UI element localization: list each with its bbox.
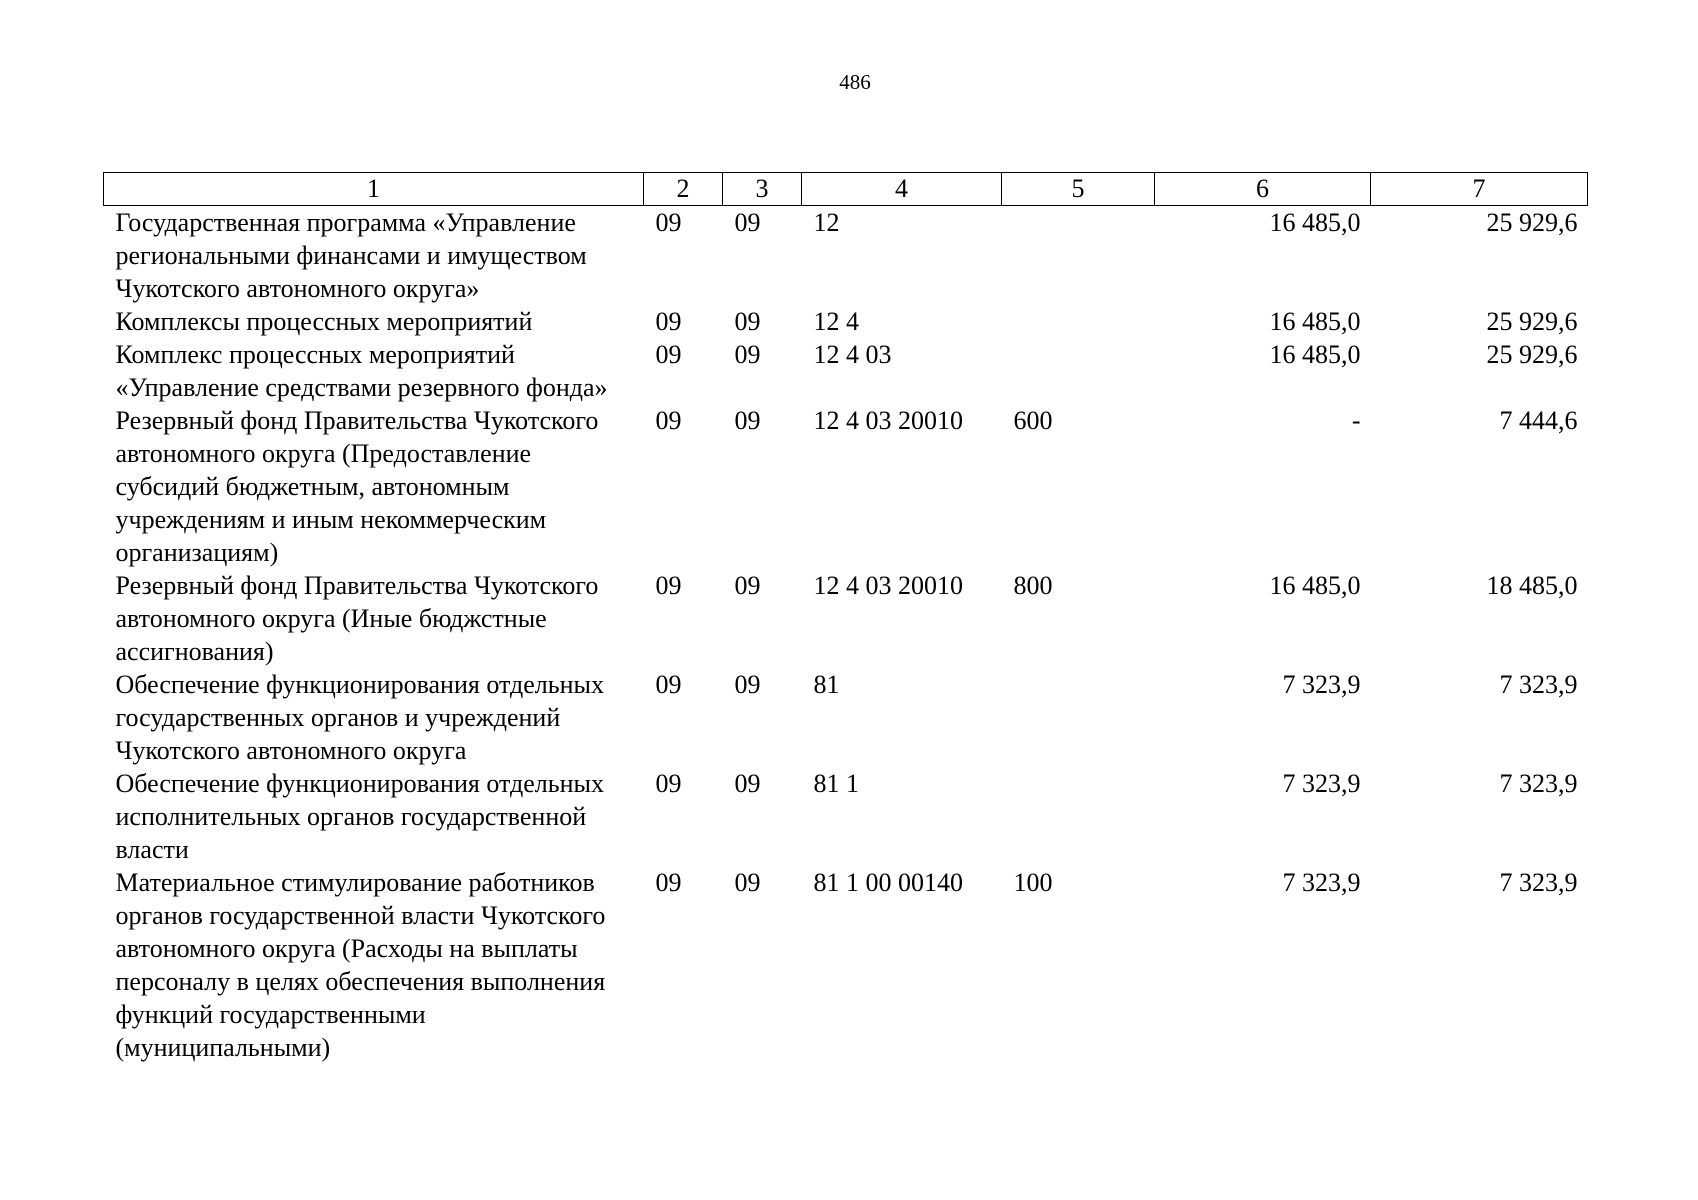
amount-column-7: 7 323,9	[1499, 670, 1578, 699]
amount-column-6: 7 323,9	[1282, 670, 1361, 699]
row-name: Комплексы процессных мероприятий	[115, 307, 533, 336]
table-row	[104, 404, 1588, 569]
target-article-code: 81	[813, 670, 840, 699]
row-name: Обеспечение функционирования отдельных исполнительных органов государственной власти	[115, 769, 605, 864]
target-article-code: 12	[813, 208, 840, 237]
table-row	[104, 305, 1588, 338]
expense-type-code	[1002, 305, 1155, 338]
row-name: Обеспечение функционирования отдельных государственных органов и учреждений Чукотского автономного округа	[115, 670, 605, 765]
header-row	[104, 173, 1588, 206]
column-header-1: 1	[104, 173, 644, 206]
table-row	[104, 767, 1588, 866]
budget-table	[103, 172, 1588, 1064]
column-header-3: 3	[723, 173, 802, 206]
amount-column-7: 25 929,6	[1486, 208, 1578, 237]
amount-column-6: 16 485,0	[1269, 208, 1361, 237]
row-name: Резервный фонд Правительства Чукотского автономного округа (Иные бюджстные ассигнования)	[115, 571, 599, 666]
section-code: 09	[655, 406, 682, 435]
target-article-code: 12 4 03	[813, 340, 892, 369]
target-article-code: 81 1	[813, 769, 859, 798]
subsection-code: 09	[734, 670, 761, 699]
column-header-7: 7	[1371, 173, 1588, 206]
target-article-code: 12 4	[813, 307, 859, 336]
expense-type-code	[1002, 206, 1155, 306]
expense-type-code: 600	[1013, 406, 1053, 435]
column-header-4: 4	[802, 173, 1002, 206]
section-code: 09	[655, 571, 682, 600]
expense-type-code	[1002, 767, 1155, 866]
section-code: 09	[655, 340, 682, 369]
table-row	[104, 866, 1588, 1064]
amount-column-7: 7 444,6	[1499, 406, 1578, 435]
expense-type-code: 800	[1013, 571, 1053, 600]
target-article-code: 12 4 03 20010	[813, 571, 963, 600]
section-code: 09	[655, 868, 682, 897]
amount-column-6: 7 323,9	[1282, 868, 1361, 897]
amount-column-6: -	[1351, 406, 1361, 435]
amount-column-7: 7 323,9	[1499, 868, 1578, 897]
target-article-code: 81 1 00 00140	[813, 868, 963, 897]
subsection-code: 09	[734, 571, 761, 600]
column-header-5: 5	[1002, 173, 1155, 206]
subsection-code: 09	[734, 868, 761, 897]
column-header-6: 6	[1155, 173, 1371, 206]
expense-type-code	[1002, 338, 1155, 404]
column-header-2: 2	[644, 173, 723, 206]
section-code: 09	[655, 208, 682, 237]
expense-type-code: 100	[1013, 868, 1053, 897]
subsection-code: 09	[734, 307, 761, 336]
amount-column-7: 25 929,6	[1486, 340, 1578, 369]
amount-column-7: 7 323,9	[1499, 769, 1578, 798]
subsection-code: 09	[734, 769, 761, 798]
amount-column-6: 7 323,9	[1282, 769, 1361, 798]
table-body	[104, 206, 1588, 1065]
subsection-code: 09	[734, 406, 761, 435]
amount-column-7: 25 929,6	[1486, 307, 1578, 336]
table-header	[104, 173, 1588, 206]
table-row	[104, 569, 1588, 668]
table-row	[104, 206, 1588, 306]
row-name: Комплекс процессных мероприятий «Управление средствами резервного фонда»	[115, 340, 608, 402]
subsection-code: 09	[734, 208, 761, 237]
row-name: Государственная программа «Управление региональными финансами и имуществом Чукотского автономного округа»	[115, 208, 587, 303]
row-name: Материальное стимулирование работников органов государственной власти Чукотского автономного округа (Расходы на выплаты персоналу в целях обеспечения выполнения функций государственными (муниципальными)	[115, 868, 606, 1062]
subsection-code: 09	[734, 340, 761, 369]
section-code: 09	[655, 670, 682, 699]
amount-column-6: 16 485,0	[1269, 340, 1361, 369]
section-code: 09	[655, 307, 682, 336]
amount-column-7: 18 485,0	[1486, 571, 1578, 600]
table-row	[104, 668, 1588, 767]
amount-column-6: 16 485,0	[1269, 571, 1361, 600]
row-name: Резервный фонд Правительства Чукотского автономного округа (Предоставление субсидий бюджетным, автономным учреждениям и иным некоммерческим организациям)	[115, 406, 599, 567]
page-number: 486	[839, 70, 871, 94]
section-code: 09	[655, 769, 682, 798]
expense-type-code	[1002, 668, 1155, 767]
amount-column-6: 16 485,0	[1269, 307, 1361, 336]
target-article-code: 12 4 03 20010	[813, 406, 963, 435]
table-row	[104, 338, 1588, 404]
